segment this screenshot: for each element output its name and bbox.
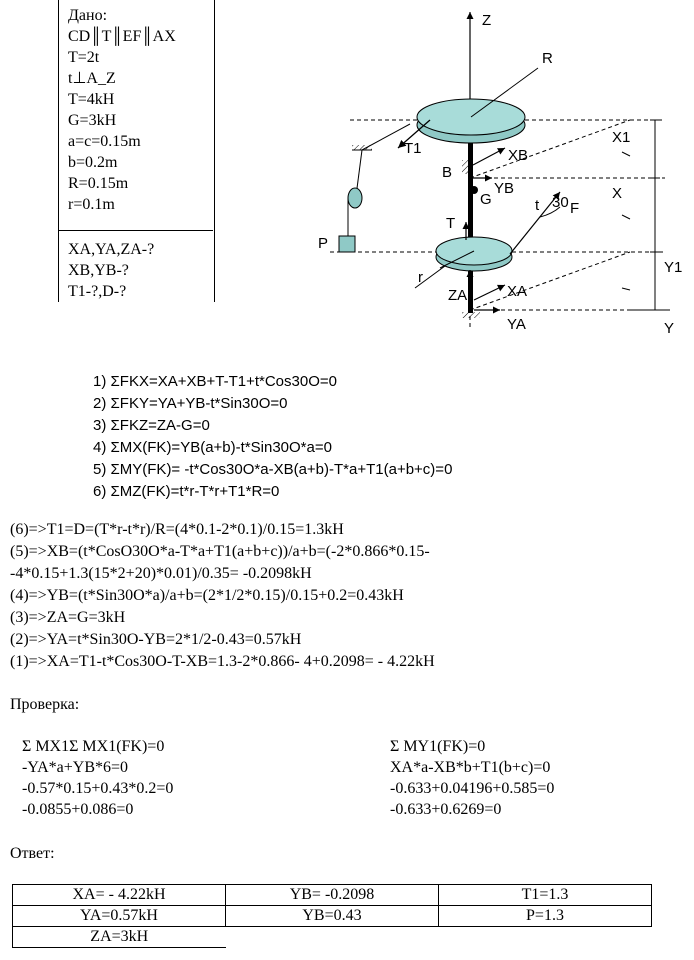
unknown-line: XB,YB-? [68, 262, 129, 279]
bearing-B [462, 160, 470, 174]
label-r: r [418, 269, 423, 286]
given-line: a=c=0.15m [68, 133, 141, 150]
unknown-line: T1-?,D-? [68, 283, 127, 300]
table-row [13, 885, 652, 906]
force-XA [474, 285, 505, 300]
given-line: r=0.1m [68, 196, 115, 213]
answer-title: Ответ: [10, 845, 55, 862]
mechanics-diagram [300, 0, 694, 345]
label-T: T [446, 215, 456, 232]
given-line: G=3kH [68, 112, 117, 129]
answer-cell: XA= - 4.22kH [13, 885, 226, 906]
check-right-line: -0.633+0.6269=0 [390, 801, 502, 818]
label-G: G [480, 191, 492, 208]
equation: 4) ΣMX(FK)=YB(a+b)-t*Sin30O*a=0 [93, 439, 332, 456]
equilibrium-equations [93, 371, 452, 503]
check-left-line: -0.0855+0.086=0 [22, 801, 134, 818]
answer-cell: ZA=3kH [13, 927, 226, 948]
solution-line: -4*0.15+1.3(15*2+20)*0.01)/0.35= -0.2098kH [10, 565, 312, 582]
dimension-line [622, 120, 670, 310]
solution-line: (1)=>XA=T1-t*Cos30O-T-XB=1.3-2*0.866- 4+0.2098= - 4.22kH [10, 653, 435, 670]
unknown-line: XA,YA,ZA-? [68, 241, 155, 258]
label-yA: YA [507, 316, 526, 333]
equation: 1) ΣFKX=XA+XB+T-T1+t*Cos30O=0 [93, 373, 337, 390]
label-P: P [318, 235, 329, 252]
solution-line: (6)=>T1=D=(T*r-t*r)/R=(4*0.1-2*0.1)/0.15=1.3kH [10, 521, 344, 538]
answer-cell: YA=0.57kH [13, 906, 226, 927]
label-x1: X1 [612, 129, 631, 146]
equation: 2) ΣFKY=YA+YB-t*Sin30O=0 [93, 395, 288, 412]
check-left-line: -YA*a+YB*6=0 [22, 759, 129, 776]
solution-line: (5)=>XB=(t*CosO30O*a-T*a+T1(a+b+c))/a+b=(-2*0.866*0.15- [10, 543, 430, 560]
given-title: Дано: [68, 7, 108, 24]
label-zA: ZA [448, 287, 468, 304]
label-R: R [542, 50, 553, 67]
equation: 3) ΣFKZ=ZA-G=0 [93, 417, 210, 434]
equation: 6) ΣMZ(FK)=t*r-T*r+T1*R=0 [93, 483, 280, 500]
check-right-line: XA*a-XB*b+T1(b+c)=0 [390, 759, 551, 776]
bearing-A [462, 312, 480, 318]
answer-cell: P=1.3 [439, 906, 652, 927]
label-X: X [612, 185, 623, 202]
table-row [13, 927, 652, 948]
check-right-line: Σ MY1(FK)=0 [390, 738, 486, 755]
label-y1: Y1 [664, 259, 683, 276]
label-F: F [570, 200, 580, 217]
label-angle: 30 [552, 194, 569, 211]
answer-cell: YB=0.43 [226, 906, 439, 927]
answer-cell: YB= -0.2098 [226, 885, 439, 906]
check-left-line: -0.57*0.15+0.43*0.2=0 [22, 780, 174, 797]
center-G [470, 186, 478, 194]
given-line: T=2t [68, 49, 100, 66]
given-line: b=0.2m [68, 154, 118, 171]
solution-line: (2)=>YA=t*Sin30O-YB=2*1/2-0.43=0.57kH [10, 631, 302, 648]
label-xA: XA [507, 283, 528, 300]
answer-table [12, 884, 652, 948]
given-line: T=4kH [68, 91, 115, 108]
force-XB [473, 148, 505, 165]
label-B: B [442, 164, 453, 181]
solution-line: (4)=>YB=(t*Sin30O*a)/a+b=(2*1/2*0.15)/0.15+0.2=0.43kH [10, 587, 404, 604]
pulley [348, 188, 362, 208]
solution-line: (3)=>ZA=G=3kH [10, 609, 126, 626]
label-T1: T1 [404, 140, 422, 157]
label-yB: YB [494, 180, 515, 197]
equation: 5) ΣMY(FK)= -t*Cos30O*a-XB(a+b)-T*a+T1(a+b+c)=0 [93, 461, 453, 478]
table-row [13, 906, 652, 927]
label-Y: Y [664, 320, 675, 337]
check-right-line: -0.633+0.04196+0.585=0 [390, 780, 555, 797]
given-line: R=0.15m [68, 175, 129, 192]
label-z: Z [482, 12, 492, 29]
given-line: t⊥A_Z [68, 70, 116, 87]
label-t: t [535, 197, 540, 214]
check-left-line: Σ MX1Σ MX1(FK)=0 [22, 738, 165, 755]
given-line: CD║T║EF║AX [68, 28, 176, 45]
given-separator [58, 230, 213, 231]
load-P [339, 236, 355, 252]
label-xB: XB [508, 147, 529, 164]
check-title: Проверка: [10, 696, 80, 713]
answer-cell: T1=1.3 [439, 885, 652, 906]
